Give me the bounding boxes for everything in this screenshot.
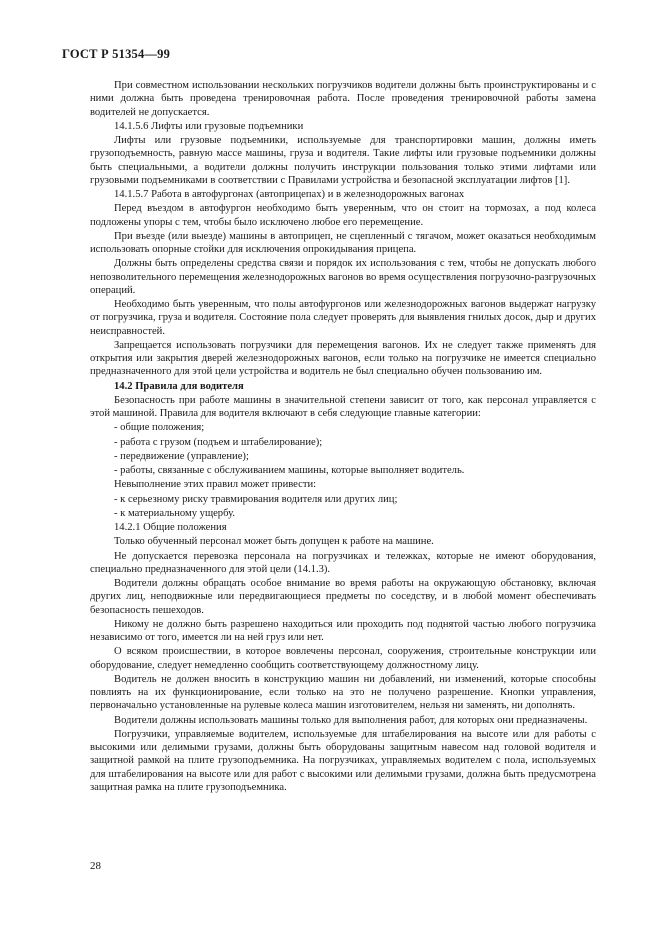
list-item: - работы, связанные с обслуживанием машины, которые выполняет водитель.: [114, 465, 465, 476]
subsection-heading: 14.2.1 Общие положения: [114, 522, 227, 533]
paragraph: Безопасность при работе машины в значительной степени зависит от того, как персонал управляется с этой машиной. Правила для водителя включают в себя следующие главные категории:: [90, 394, 596, 419]
paragraph: Запрещается использовать погрузчики для перемещения вагонов. Их не следует также применять для открытия или закрытия дверей железнодорожных вагонов, если только на погрузчике не имеется специально предназначенного для этой цели устройства и водитель не был специально обучен пользованию им.: [90, 339, 596, 378]
paragraph: При въезде (или выезде) машины в автоприцеп, не сцепленный с тягачом, может оказаться необходимым использовать опорные стойки для исключения опрокидывания прицепа.: [90, 230, 596, 255]
paragraph: При совместном использовании нескольких погрузчиков водители должны быть проинструктированы и с ними должна быть проведена тренировочная работа. После проведения тренировочной работы замена водителей не допускается.: [90, 80, 596, 118]
list-item: - передвижение (управление);: [114, 450, 249, 462]
paragraph: Водители должны использовать машины только для выполнения работ, для которых они предназначены.: [114, 714, 588, 726]
list-item: - общие положения;: [114, 422, 205, 434]
paragraph: Никому не должно быть разрешено находиться или проходить под поднятой частью любого погрузчика независимо от того, имеется ли на ней груз или нет.: [90, 618, 596, 643]
subsection-heading: 14.1.5.6 Лифты или грузовые подъемники: [114, 120, 304, 132]
document-body: [90, 79, 596, 795]
paragraph: Не допускается перевозка персонала на погрузчиках и тележках, которые не имеют оборудования, специально предназначенного для этой цели (14.1.3).: [90, 550, 596, 575]
paragraph: Только обученный персонал может быть допущен к работе на машине.: [114, 536, 434, 548]
paragraph: Должны быть определены средства связи и порядок их использования с тем, чтобы не допускать любого непозволительного перемещения железнодорожных вагонов во время осуществления погрузочно-разгрузочных операций.: [90, 258, 596, 296]
list-item: Невыполнение этих правил может привести:: [114, 479, 317, 491]
paragraph: Необходимо быть уверенным, что полы автофургонов или железнодорожных вагонов выдержат нагрузку от погрузчика, груза и водителя. Состояние пола следует проверять для выявления гнилых досок, дыр и других неисправностей.: [90, 299, 596, 337]
section-heading: 14.2 Правила для водителя: [114, 380, 244, 392]
paragraph: Погрузчики, управляемые водителем, используемые для штабелирования на высоте или для работы с высокими или делимыми грузами, должны быть оборудованы защитным навесом над головой водителя и защитной рамкой на плите грузоподъемника. На погрузчиках, управляемых водителем с пола, используемых для штабелирования на высоте или для работ с высокими или делимыми грузами, должна быть предусмотрена защитная рамка на плите грузоподъемника.: [90, 728, 596, 793]
paragraph: О всяком происшествии, в которое вовлечены персонал, сооружения, строительные конструкции или оборудование, следует немедленно сообщить соответствующему должностному лицу.: [90, 646, 596, 671]
subsection-heading: 14.1.5.7 Работа в автофургонах (автоприцепах) и в железнодорожных вагонах: [114, 189, 465, 200]
page-number: 28: [90, 860, 101, 872]
paragraph: Водители должны обращать особое внимание во время работы на окружающую обстановку, включая других лиц, неподвижные или передвигающиеся предметы по соседству, и в любой момент обеспечивать безопасность пешеходов.: [90, 578, 596, 616]
paragraph: Лифты или грузовые подъемники, используемые для транспортировки машин, должны иметь грузоподъемность, равную массе машины, груза и водителя. Такие лифты или грузовые подъемники должны быть специальными, а водители должны получить инструкции пользования только этими лифтами или грузовыми подъемниками в соответствии с Правилами устройства и безопасной эксплуатации лифтов [1].: [90, 135, 596, 186]
standard-header: ГОСТ Р 51354—99: [62, 47, 171, 61]
list-item: - работа с грузом (подъем и штабелирование);: [114, 436, 323, 448]
list-item: - к серьезному риску травмирования водителя или других лиц;: [114, 493, 398, 505]
paragraph: Перед въездом в автофургон необходимо быть уверенным, что он стоит на тормозах, а под колеса подложены упоры с тем, чтобы было исключено любое его перемещение.: [90, 203, 596, 228]
list-item: - к материальному ущербу.: [114, 507, 235, 519]
paragraph: Водитель не должен вносить в конструкцию машин ни добавлений, ни изменений, которые способны повлиять на их функционирование, если только на это не получено разрешение. Кнопки управления, первоначально установленные на рулевые колеса машин изготовителем, нельзя ни заменять, ни дополнять.: [90, 673, 596, 712]
